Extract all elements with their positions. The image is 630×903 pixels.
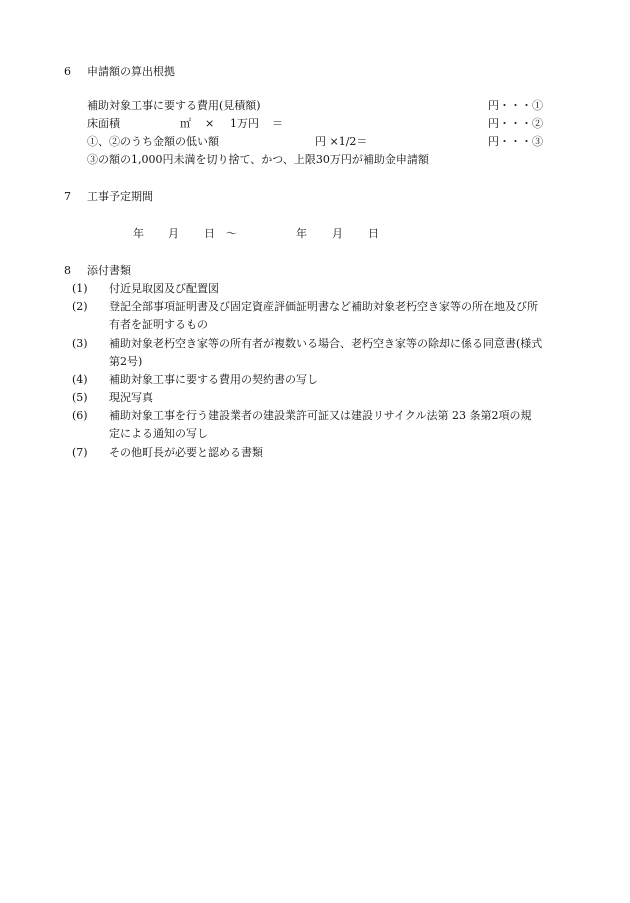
item-number: (3) [72, 337, 88, 350]
item-text: 現況写真 [109, 391, 153, 404]
floor-area-unit: ㎡ [180, 117, 191, 130]
item-text: 補助対象工事に要する費用の契約書の写し [109, 373, 318, 386]
floor-area-label: 床面積 [87, 117, 120, 130]
item-text-cont: 定による通知の写し [109, 427, 208, 440]
end-month-label: 月 [332, 227, 343, 240]
floor-area-op1: × [205, 117, 215, 130]
end-day-label: 日 [368, 227, 379, 240]
item-number: (1) [72, 282, 88, 295]
section7-title: 工事予定期間 [87, 190, 153, 203]
item-number: (4) [72, 373, 88, 386]
item-text: 補助対象老朽空き家等の所有者が複数いる場合、老朽空き家等の除却に係る同意書(様式 [109, 337, 543, 350]
item-text: その他町長が必要と認める書類 [109, 446, 263, 459]
lower-amount-label: ①、②のうち金額の低い額 [87, 135, 219, 148]
start-day-label: 日 [204, 227, 215, 240]
item-number: (7) [72, 446, 88, 459]
section8-title: 添付書類 [87, 264, 131, 277]
item-text: 登記全部事項証明書及び固定資産評価証明書など補助対象老朽空き家等の所在地及び所 [109, 300, 538, 313]
item-number: (6) [72, 409, 88, 422]
lower-amount-formula: 円 ×1/2＝ [315, 135, 368, 148]
start-year-label: 年 [133, 227, 144, 240]
floor-area-result: 円・・・② [488, 117, 543, 130]
cost-result: 円・・・① [488, 99, 543, 112]
section6-number: 6 [64, 65, 71, 78]
item-text: 補助対象工事を行う建設業者の建設業許可証又は建設リサイクル法第 23 条第2項の規 [109, 409, 532, 422]
lower-amount-result: 円・・・③ [488, 135, 543, 148]
item-text-cont: 第2号) [109, 355, 143, 368]
start-month-label: 月 [168, 227, 179, 240]
floor-area-op2: ＝ [272, 117, 283, 130]
end-year-label: 年 [296, 227, 307, 240]
section7-number: 7 [64, 190, 71, 203]
item-text-cont: 有者を証明するもの [109, 318, 208, 331]
subsidy-note: ③の額の1,000円未満を切り捨て、かつ、上限30万円が補助金申請額 [87, 153, 429, 166]
period-tilde: ～ [226, 227, 237, 240]
item-number: (2) [72, 300, 88, 313]
cost-label: 補助対象工事に要する費用(見積額) [87, 99, 261, 112]
item-text: 付近見取図及び配置図 [109, 282, 219, 295]
floor-area-multiplier: 1万円 [230, 117, 259, 130]
item-number: (5) [72, 391, 88, 404]
section6-title: 申請額の算出根拠 [87, 65, 175, 78]
section8-number: 8 [64, 264, 71, 277]
